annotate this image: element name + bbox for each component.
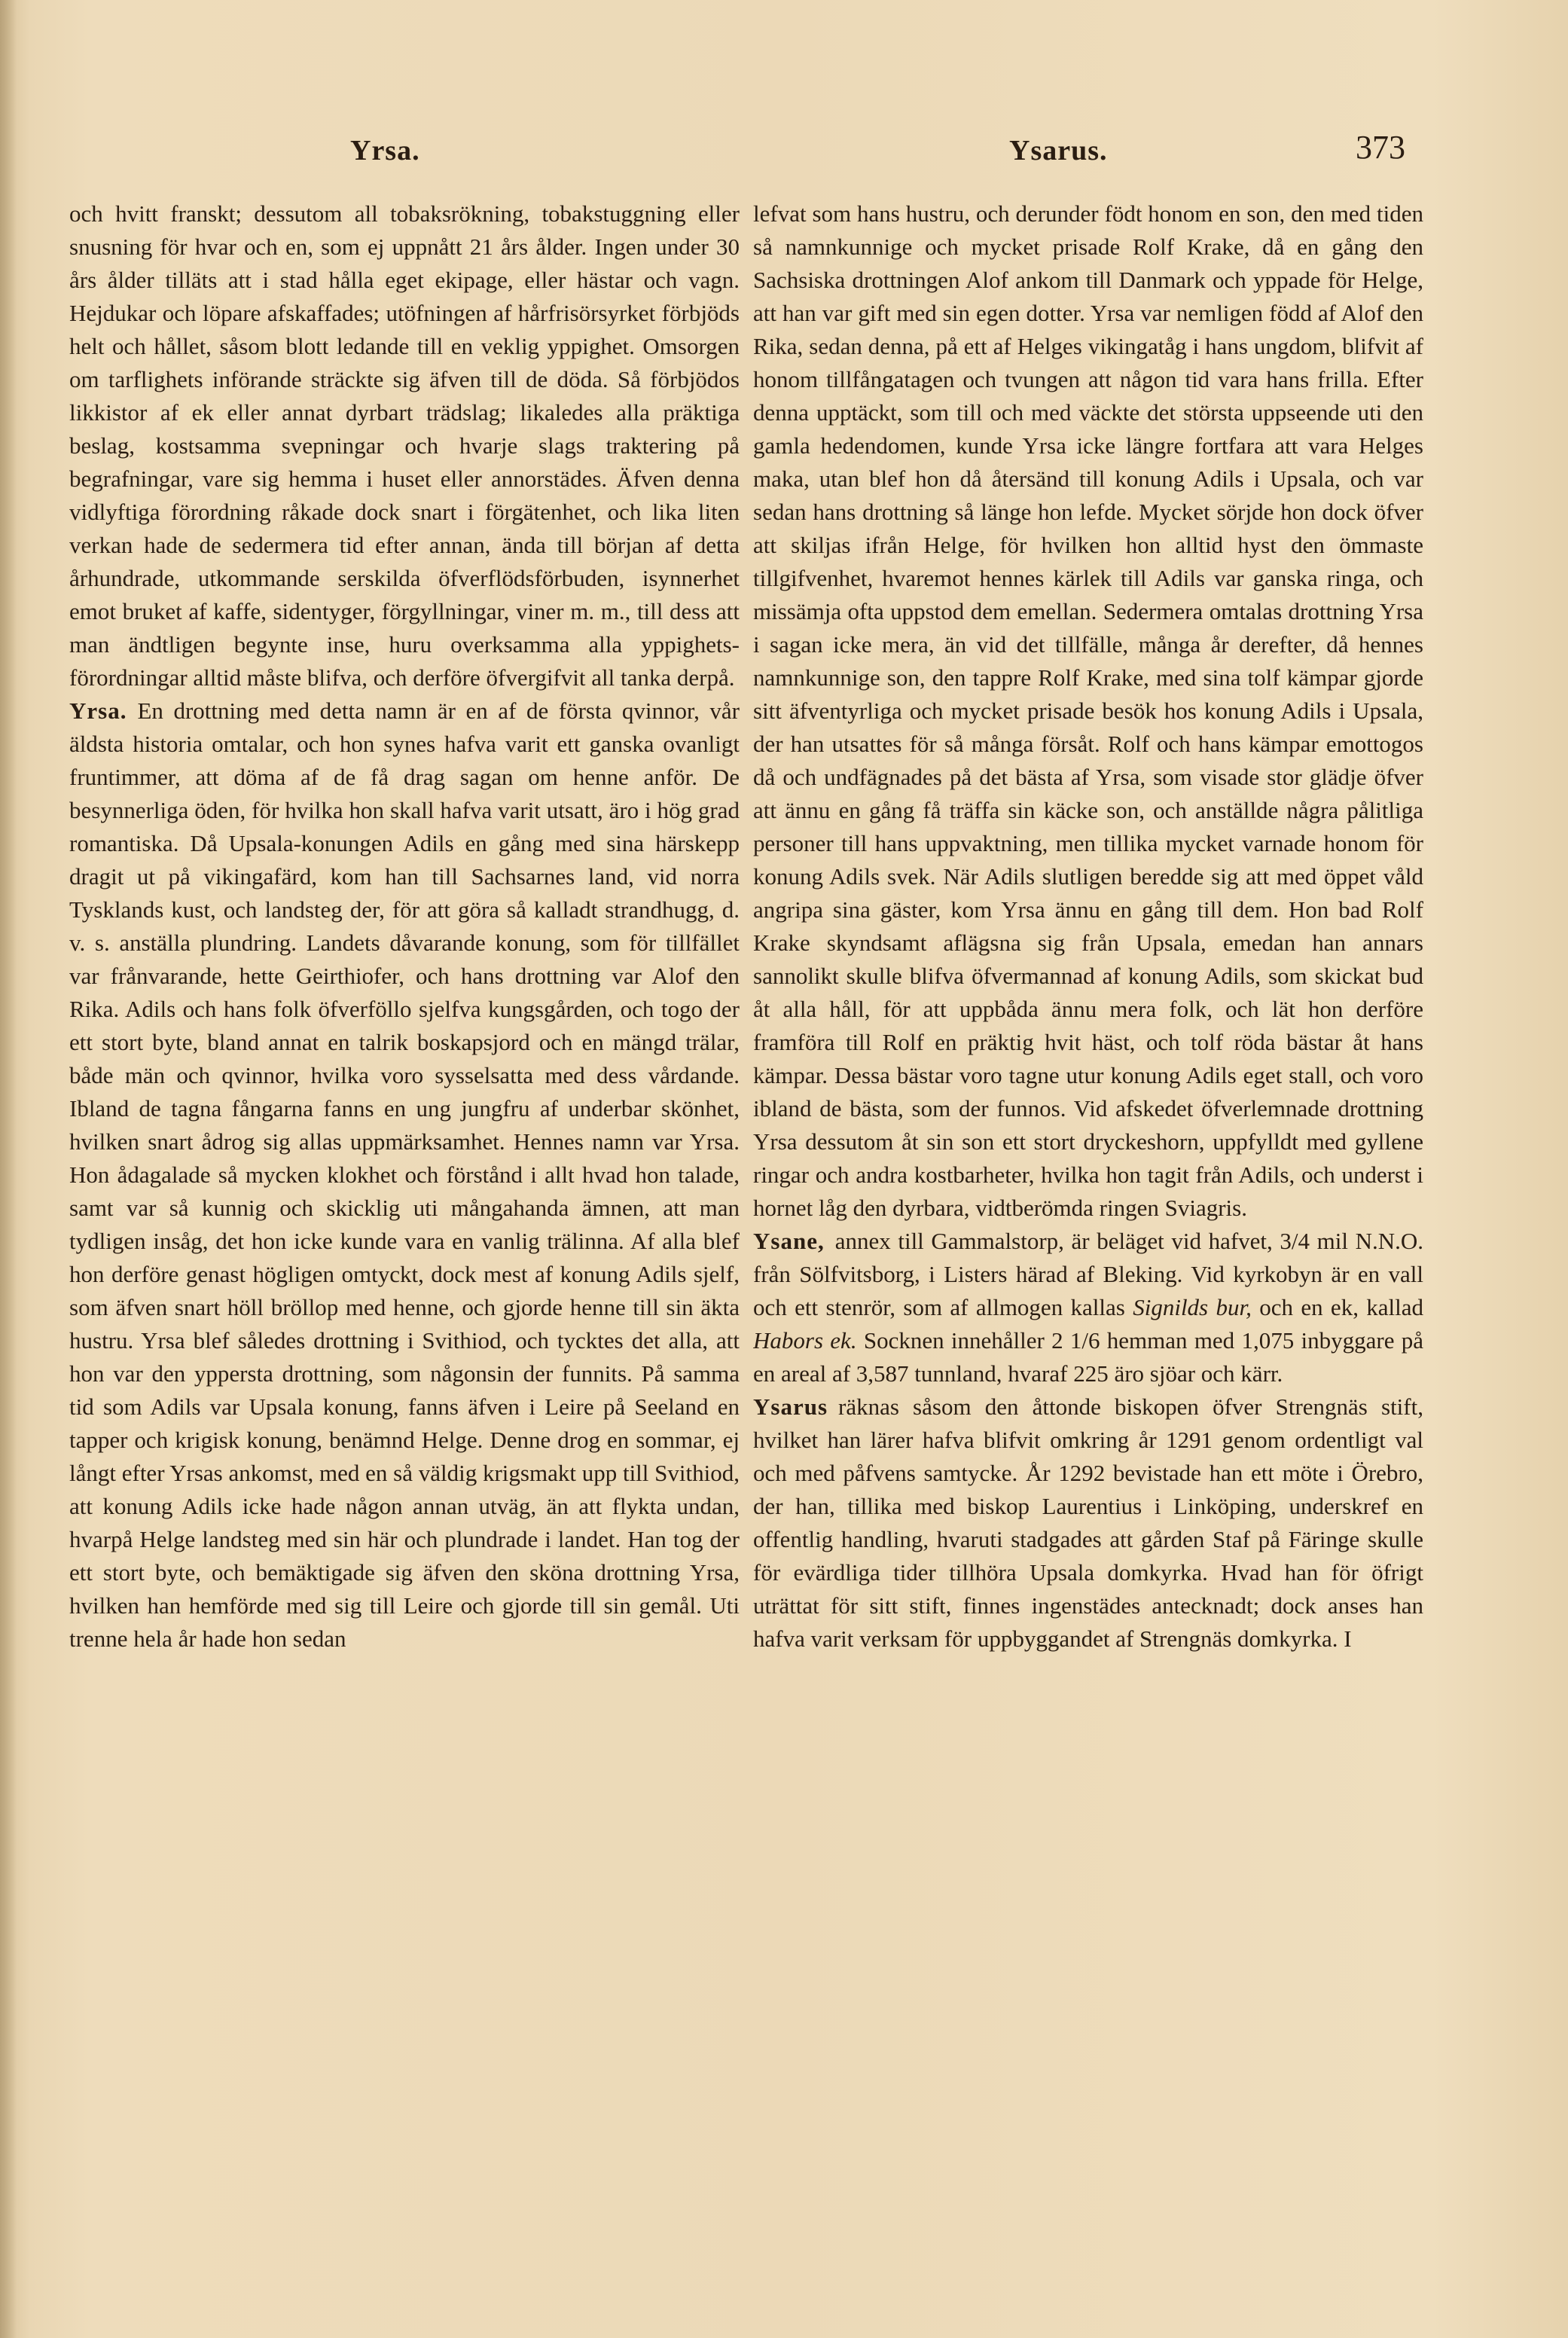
- entry-ysane-text-1: annex till Gammalstorp, är beläget vid hafvet,: [834, 1228, 1273, 1254]
- entry-ysane-text-3: och en ek, kallad: [1259, 1294, 1423, 1320]
- page-edge-shadow: [0, 0, 17, 2338]
- entry-yrsa: [69, 694, 740, 1656]
- entry-ysane-text-4: Socknen innehåller 2 1/6 hemman med 1,075 inbyggare på en areal af 3,587 tunnland, hvaraf 225 äro sjöar och kärr.: [753, 1327, 1423, 1387]
- right-paragraph-1: [753, 197, 1423, 1225]
- entry-yrsa-headword: Yrsa.: [69, 697, 127, 724]
- page-number: 373: [1356, 129, 1405, 166]
- entry-ysane: [753, 1225, 1423, 1390]
- entry-ysane-italic-1: Signilds bur,: [1133, 1294, 1252, 1320]
- left-paragraph-1: [69, 197, 740, 694]
- entry-ysarus-text: räknas såsom den åttonde biskopen öfver Strengnäs stift, hvilket han lärer hafva blifvit omkring år 1291 genom ordentligt val och med påfvens samtycke. År 1292 bevistade han ett möte i Örebro, der han, tillika med biskop Laurentius i Linköping, underskref en offentlig handling, hvaruti stadgades att gården Staf på Färinge skulle för evärdliga tider tillhöra Upsala domkyrka. Hvad han för öfrigt uträttat för sitt stift, finnes ingenstädes antecknadt; dock anses han hafva varit verksam för uppbyggandet af Strengnäs domkyrka. I: [753, 1393, 1423, 1652]
- header-left-word: Yrsa.: [350, 135, 420, 166]
- entry-ysane-text-2: mil N.N.O. från Sölfvitsborg, i Listers härad af Bleking. Vid kyrkobyn är en vall och ett stenrör, som af allmogen kallas: [753, 1228, 1423, 1320]
- right-column: [753, 197, 1423, 2171]
- entry-ysarus: [753, 1390, 1423, 1656]
- entry-ysane-fraction: 3/4: [1280, 1228, 1310, 1254]
- right-paragraph-1-text: lefvat som hans hustru, och derunder födt honom en son, den med tiden så namnkunnige och mycket prisade Rolf Krake, då en gång den Sachsiska drottningen Alof ankom till Danmark och yppade för Helge, att han var gift med sin egen dotter. Yrsa var nemligen född af Alof den Rika, sedan denna, på ett af Helges vikingatåg i hans ungdom, blifvit af honom tillfångatagen och tvungen att någon tid vara hans frilla. Efter denna upptäckt, som till och med väckte det största uppseende uti den gamla hedendomen, kunde Yrsa icke längre fortfara att vara Helges maka, utan blef hon då återsänd till konung Adils i Upsala, och var sedan hans drottning så länge hon lefde. Mycket sörjde hon dock öfver att skiljas ifrån Helge, för hvilken hon alltid hyst den ömmaste tillgifvenhet, hvaremot hennes kärlek till Adils var ganska ringa, och missämja ofta uppstod dem emellan. Sedermera omtalas drottning Yrsa i sagan icke mera, än vid det tillfälle, många år derefter, då hennes namnkunnige son, den tappre Rolf Krake, med sina tolf kämpar gjorde sitt äfventyrliga och mycket prisade besök hos konung Adils i Upsala, der han utsattes för så många försåt. Rolf och hans kämpar emottogos då och undfägnades på det bästa af Yrsa, som visade stor glädje öfver att ännu en gång få träffa sin käcke son, och anställde några pålitliga personer till hans uppvaktning, men tillika mycket varnade honom för konung Adils svek. När Adils slutligen beredde sig att med öppet våld angripa sina gäster, kom Yrsa ännu en gång till dem. Hon bad Rolf Krake skyndsamt aflägsna sig från Upsala, emedan han annars sannolikt skulle blifva öfvermannad af konung Adils, som skickat bud åt alla håll, för att uppbåda ännu mera folk, och lät hon derföre framföra till Rolf en präktig hvit häst, och tolf röda bästar åt hans kämpar. Dessa bästar voro tagne utur konung Adils eget stall, och voro ibland de bästa, som der funnos. Vid afskedet öfverlemnade drottning Yrsa dessutom åt sin son ett stort dryckeshorn, uppfylldt med gyllene ringar och andra kostbarheter, hvilka hon tagit från Adils, och underst i hornet låg den dyrbara, vidtberömda ringen Sviagris.: [753, 200, 1423, 1221]
- header-center-word: Ysarus.: [1009, 135, 1108, 166]
- entry-yrsa-text: En drottning med detta namn är en af de första qvinnor, vår äldsta historia omtalar, och hon synes hafva varit ett ganska ovanligt fruntimmer, att döma af de få drag sagan om henne anför. De besynnerliga öden, för hvilka hon skall hafva varit utsatt, äro i hög grad romantiska. Då Upsala-konungen Adils en gång med sina härskepp dragit ut på vikingafärd, kom han till Sachsarnes land, vid norra Tysklands kust, och landsteg der, för att göra så kalladt strandhugg, d. v. s. anställa plundring. Landets dåvarande konung, som för tillfället var frånvarande, hette Geirthiofer, och hans drottning var Alof den Rika. Adils och hans folk öfverföllo sjelfva kungsgården, och togo der ett stort byte, bland annat en talrik boskapsjord och en mängd trälar, både män och qvinnor, hvilka voro sysselsatta med dess vårdande. Ibland de tagna fångarna fanns en ung jungfru af underbar skönhet, hvilken snart ådrog sig allas uppmärksamhet. Hennes namn var Yrsa. Hon ådagalade så mycken klokhet och förstånd i allt hvad hon talade, samt var så kunnig och skicklig uti mångahanda ämnen, att man tydligen insåg, det hon icke kunde vara en vanlig trälinna. Af alla blef hon derföre genast högligen omtyckt, dock mest af konung Adils sjelf, som äfven snart höll bröllop med henne, och gjorde henne till sin äkta hustru. Yrsa blef således drottning i Svithiod, och tycktes det alla, att hon var den yppersta drottning, som någonsin der funnits. På samma tid som Adils var Upsala konung, fanns äfven i Leire på Seeland en tapper och krigisk konung, benämnd Helge. Denne drog en sommar, ej långt efter Yrsas ankomst, med en så väldig krigsmakt upp till Svithiod, att konung Adils icke hade någon annan utväg, än att flykta undan, hvarpå Helge landsteg med sin här och plundrade i landet. Han tog der ett stort byte, och bemäktigade sig äfven den sköna drottning Yrsa, hvilken han hemförde med sig till Leire och gjorde till sin gemål. Uti trenne hela år hade hon sedan: [69, 697, 740, 1652]
- entry-ysane-italic-2: Habors ek.: [753, 1327, 857, 1354]
- entry-ysane-headword: Ysane,: [753, 1228, 825, 1254]
- running-header: [60, 128, 1514, 181]
- left-paragraph-1-text: och hvitt franskt; dessutom all tobaksrökning, tobakstuggning eller snusning för hvar och en, som ej uppnått 21 års ålder. Ingen under 30 års ålder tilläts att i stad hålla eget ekipage, eller hästar och vagn. Hejdukar och löpare afskaffades; utöfningen af hårfrisörsyrket förbjöds helt och hållet, såsom blott ledande till en veklig yppighet. Omsorgen om tarflighets införande sträckte sig äfven till de döda. Så förbjödos likkistor af ek eller annat dyrbart trädslag; likaledes alla präktiga beslag, kostsamma svepningar och hvarje slags traktering på begrafningar, vare sig hemma i huset eller annorstädes. Äfven denna vidlyftiga förordning råkade dock snart i förgätenhet, och lika liten verkan hade de sedermera tid efter annan, ända till början af detta århundrade, utkommande serskilda öfverflödsförbuden, isynnerhet emot bruket af kaffe, sidentyger, förgyllningar, viner m. m., till dess att man ändtligen begynte inse, huru overksamma alla yppighets-förordningar alltid måste blifva, och derföre öfvergifvit all tanka derpå.: [69, 200, 740, 691]
- entry-ysarus-headword: Ysarus: [753, 1393, 828, 1420]
- left-column: [69, 197, 740, 2171]
